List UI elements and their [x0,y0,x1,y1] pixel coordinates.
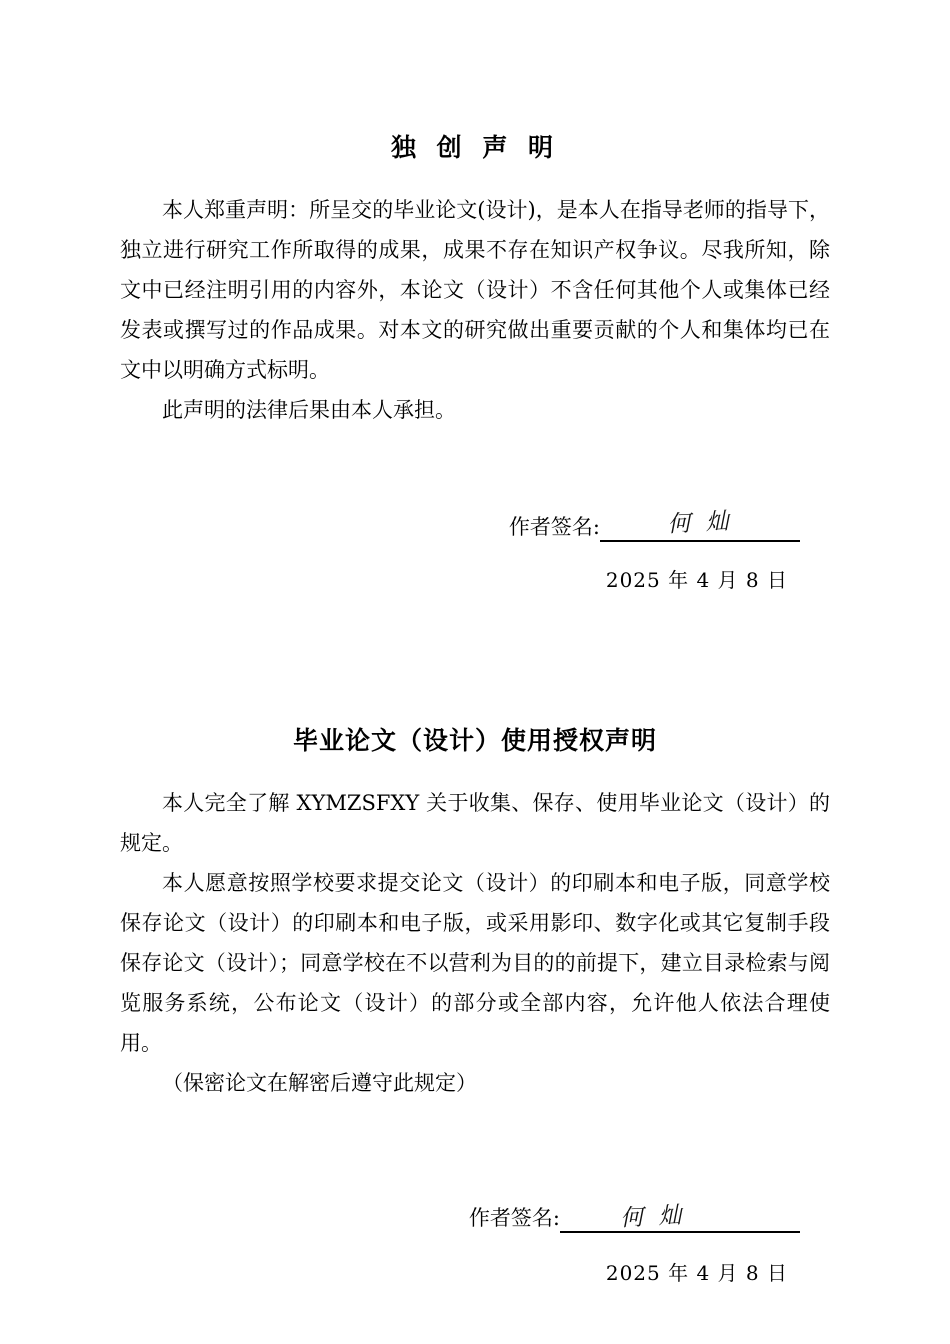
authorization-signature-row [120,1199,830,1233]
authorization-title: 毕业论文（设计）使用授权声明 [292,726,657,755]
declaration-paragraph-1: 本人郑重声明：所呈交的毕业论文(设计)，是本人在指导老师的指导下，独立进行研究工作所取得的成果，成果不存在知识产权争议。尽我所知，除文中已经注明引用的内容外，本论文（设计）不含任何其他个人或集体已经发表或撰写过的作品成果。对本文的研究做出重要贡献的个人和集体均已在文中以明确方式标明。 [120,198,830,382]
declaration-paragraph-2: 此声明的法律后果由本人承担。 [162,398,456,422]
declaration-date-row [120,564,830,593]
authorization-signature-label: 作者签名: [468,1206,560,1230]
authorization-date: 2025 年 4 月 8 日 [605,1261,788,1285]
authorization-paragraph-3: （保密论文在解密后遵守此规定） [162,1071,477,1095]
authorization-paragraph-2: 本人愿意按照学校要求提交论文（设计）的印刷本和电子版，同意学校保存论文（设计）的印刷本和电子版，或采用影印、数字化或其它复制手段保存论文（设计）；同意学校在不以营利为目的的前提下，建立目录检索与阅览服务系统，公布论文（设计）的部分或全部内容，允许他人依法合理使用。 [120,871,830,1055]
authorization-section [120,593,830,1286]
declaration-date: 2025 年 4 月 8 日 [605,568,788,592]
declaration-signature-label: 作者签名: [508,515,600,539]
declaration-section [120,0,830,593]
authorization-signature-line [560,1199,800,1233]
declaration-signature-row [120,508,830,542]
authorization-signature-value: 何 灿 [619,1202,687,1232]
authorization-paragraph-1: 本人完全了解 XYMZSFXY 关于收集、保存、使用毕业论文（设计）的规定。 [120,791,830,855]
page-content [120,0,830,1286]
declaration-title: 独 创 声 明 [390,133,560,162]
authorization-date-row [120,1257,830,1286]
declaration-signature-line [600,508,800,542]
declaration-signature-value: 何 灿 [666,508,734,538]
